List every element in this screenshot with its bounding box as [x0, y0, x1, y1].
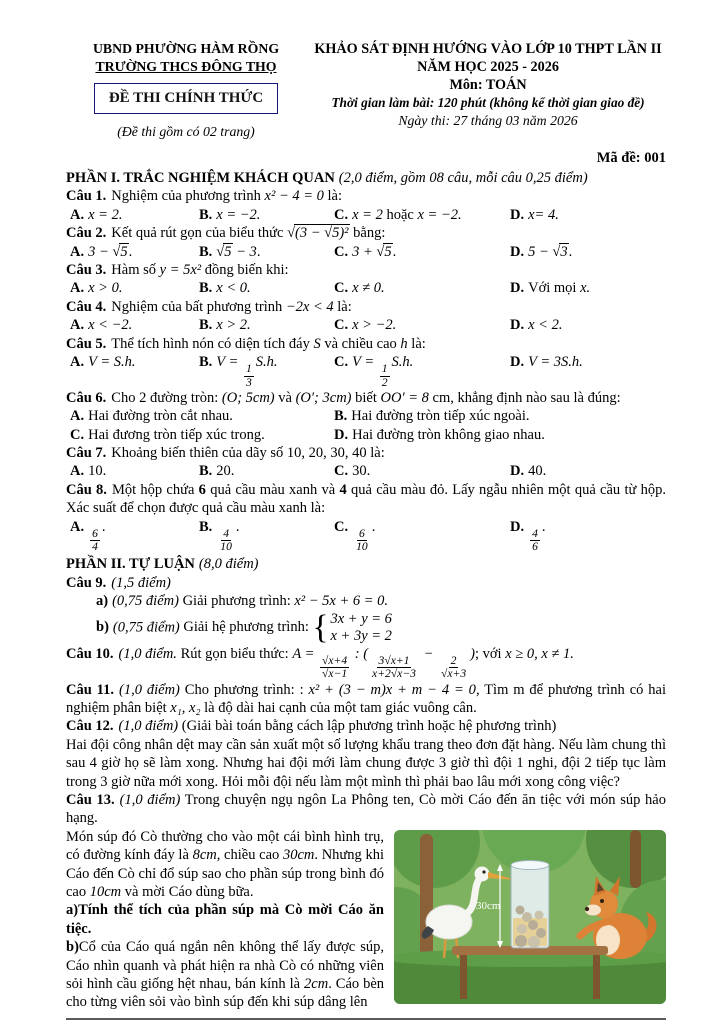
option-label: C.	[334, 317, 349, 334]
option-label: B.	[199, 206, 213, 223]
question-9	[66, 574, 666, 645]
exam-duration: Thời gian làm bài: 120 phút (không kể thời gian giao đề)	[331, 95, 645, 111]
question-6-option-b	[334, 407, 666, 425]
question-5-option-c	[334, 353, 510, 389]
question-5-option-d	[510, 353, 666, 389]
option-text: x < 2.	[528, 317, 563, 334]
part2-title	[66, 555, 666, 573]
option-label: D.	[510, 280, 525, 297]
option-text: Với mọi x.	[528, 280, 591, 297]
question-7-option-d	[510, 462, 666, 480]
option-label: A.	[70, 243, 85, 260]
question-4-number: Câu 4.	[66, 298, 107, 315]
question-3-option-b	[199, 279, 334, 297]
option-text: √5 − 3.	[216, 243, 261, 260]
question-8-number: Câu 8.	[66, 481, 107, 498]
option-text: $\frac{4}{6}$ .	[532, 518, 546, 554]
page-bottom-rule	[66, 1018, 666, 1020]
question-12-body: Hai đội công nhân dệt may cần sản xuất một số lượng khẩu trang theo đơn đặt hàng. Nếu làm chung thì sau 4 giờ họ sẽ làm xong. Nhưng hai đội mới làm chung được 3 giờ thì đội 1 nghi, đội 2 tiếp tục làm trong 3 giờ nữa mới xong. Hỏi mỗi đội nếu làm một mình thì phải bao lâu mới xong công việc?	[66, 736, 666, 790]
question-1-option-c	[334, 206, 510, 224]
question-4-text: Nghiệm của bất phương trình −2x < 4 là:	[111, 298, 352, 315]
sub-note: (0,75 điểm)	[112, 619, 180, 635]
option-label: D.	[510, 317, 525, 334]
question-6-stem	[66, 389, 666, 407]
sub-text: Giải hệ phương trình: { 3x + y = 6 x + 3y = 2	[183, 608, 392, 646]
question-3-text: Hàm số y = 5x² đồng biến khi:	[111, 262, 289, 279]
question-9a	[66, 592, 666, 610]
question-5-option-a	[70, 353, 199, 389]
question-3-option-c	[334, 279, 510, 297]
option-label: B.	[199, 463, 213, 480]
question-8	[66, 481, 666, 554]
option-label: C.	[334, 280, 349, 297]
question-7-stem	[66, 444, 666, 462]
option-label: A.	[70, 518, 85, 535]
question-9-note: (1,5 điểm)	[111, 574, 171, 591]
question-5-stem	[66, 335, 666, 353]
question-4	[66, 298, 666, 335]
option-text: V = $\frac{1}{3}$ S.h.	[216, 354, 278, 389]
option-text: x < −2.	[88, 317, 133, 334]
question-8-stem	[66, 481, 666, 518]
option-text: x < 0.	[216, 280, 251, 297]
option-text: $\frac{6}{10}$ .	[356, 518, 376, 554]
question-9-number: Câu 9.	[66, 574, 107, 591]
option-text: $\frac{4}{10}$ .	[220, 518, 240, 554]
header-right	[310, 40, 666, 141]
part2-title-note: (8,0 điểm)	[198, 556, 259, 573]
option-text: 3 − √5.	[88, 243, 133, 260]
option-text: V = 3S.h.	[528, 354, 583, 371]
question-2-option-d	[510, 243, 666, 261]
question-11	[66, 681, 666, 718]
option-text: 10.	[88, 463, 107, 480]
question-1	[66, 187, 666, 224]
option-label: B.	[199, 354, 213, 371]
question-7-options	[66, 462, 666, 480]
option-label: A.	[70, 280, 85, 297]
question-10	[66, 645, 666, 681]
sub-label: a)	[96, 593, 109, 610]
question-4-option-b	[199, 316, 334, 334]
option-label: A.	[70, 317, 85, 334]
option-text: Hai đương tròn tiếp xúc trong.	[88, 426, 265, 443]
question-6-option-c	[70, 426, 334, 444]
question-13-number: Câu 13.	[66, 791, 115, 808]
sub-label: b)	[66, 939, 79, 956]
soup-jar	[511, 860, 549, 948]
question-7-text: Khoảng biến thiên của dãy số 10, 20, 30, 40 là:	[111, 445, 385, 461]
question-3-stem	[66, 261, 666, 279]
question-7	[66, 444, 666, 481]
part1-title	[66, 169, 666, 187]
option-label: C.	[334, 243, 349, 260]
option-text: Hai đường tròn tiếp xúc ngoài.	[351, 408, 530, 425]
option-label: D.	[510, 463, 525, 480]
sub-label: b)	[96, 619, 109, 635]
question-2-option-a	[70, 243, 199, 261]
option-label: B.	[334, 408, 348, 425]
option-label: A.	[70, 463, 85, 480]
question-5-text: Thể tích hình nón có diện tích đáy S và chiều cao h là:	[111, 335, 426, 352]
question-6	[66, 389, 666, 444]
org-name: UBND PHƯỜNG HÀM RỒNG	[92, 41, 280, 56]
question-11-stem	[66, 681, 666, 718]
question-3	[66, 261, 666, 298]
question-1-option-b	[199, 206, 334, 224]
option-label: A.	[70, 408, 85, 425]
question-5-number: Câu 5.	[66, 335, 107, 352]
question-11-text: (1,0 điểm) Cho phương trình: : x² + (3 − m)x + m − 4 = 0, Tìm m để phương trình có hai nghiệm phân biệt x₁, x₂ là độ dài hai cạnh của một tam giác vuông cân.	[66, 681, 666, 716]
question-7-option-b	[199, 462, 334, 480]
question-13-head: (1,0 điểm) Trong chuyện ngụ ngôn La Phông ten, Cò mời Cáo đến ăn tiệc với món súp hảo hạng.	[66, 791, 666, 827]
question-6-number: Câu 6.	[66, 389, 107, 406]
option-label: C.	[334, 354, 349, 371]
option-text: 40.	[528, 463, 547, 480]
option-text: Hai đường tròn không giao nhau.	[352, 426, 545, 443]
question-5-options	[66, 353, 666, 389]
question-13	[66, 791, 666, 1012]
exam-header	[66, 40, 666, 141]
question-4-option-d	[510, 316, 666, 334]
question-6-options	[66, 407, 666, 444]
question-3-option-a	[70, 279, 199, 297]
option-text: $\frac{6}{4}$ .	[92, 518, 106, 554]
option-label: A.	[70, 354, 85, 371]
question-8-options	[66, 518, 666, 554]
question-12	[66, 717, 666, 791]
option-text: V = S.h.	[88, 354, 136, 371]
question-1-number: Câu 1.	[66, 188, 107, 205]
option-text: 5 − √3.	[528, 243, 573, 260]
sub-text: Tính thể tích của phần súp mà Cò mời Cáo ăn tiệc.	[66, 902, 384, 937]
question-4-option-a	[70, 316, 199, 334]
school-year: NĂM HỌC 2025 - 2026	[417, 59, 559, 76]
sub-label: a)	[66, 902, 79, 919]
option-text: 30.	[352, 463, 371, 480]
question-4-stem	[66, 298, 666, 316]
option-label: B.	[199, 317, 213, 334]
option-text: x > 0.	[88, 280, 123, 297]
option-text: V = $\frac{1}{2}$ S.h.	[352, 354, 414, 389]
question-10-number: Câu 10.	[66, 645, 114, 662]
option-label: D.	[334, 426, 349, 443]
option-label: B.	[199, 518, 213, 535]
option-text: x = 2 hoặc x = −2.	[352, 206, 462, 223]
stork-and-fox-scene	[394, 830, 666, 1004]
question-13-stem	[66, 791, 666, 828]
question-8-option-b	[199, 518, 334, 554]
question-6-text: Cho 2 đường tròn: (O; 5cm) và (O′; 3cm) biết OO′ = 8 cm, khẳng định nào sau là đúng:	[111, 389, 621, 406]
question-5-option-b	[199, 353, 334, 389]
header-left	[66, 40, 306, 141]
question-7-number: Câu 7.	[66, 445, 107, 461]
option-label: C.	[334, 463, 349, 480]
question-8-text: Một hộp chứa 6 quả cầu màu xanh và 4 quả cầu màu đỏ. Lấy ngẫu nhiên một quả cầu từ hộp. Xác suất để chọn được quả cầu màu xanh là:	[66, 481, 666, 517]
sub-text: Cổ của Cáo quá ngắn nên không thể lấy được súp, Cáo nhìn quanh và phát hiện ra nhà Cò có những viên sỏi hình cầu giống hệt nhau, bán kính là 2cm. Cáo bèn cho từng viên sỏi vào bình súp đến khi súp dâng lên	[66, 939, 385, 1011]
question-12-number: Câu 12.	[66, 718, 114, 735]
question-1-option-a	[70, 206, 199, 224]
question-4-option-c	[334, 316, 510, 334]
question-2-option-b	[199, 243, 334, 261]
question-4-options	[66, 316, 666, 334]
question-13-body: Món súp đó Cò thường cho vào một cái bình hình trụ, có đường kính đáy là 8cm, chiều cao 30cm. Nhưng khi Cáo đến Cò chỉ đổ súp sao cho phần súp trong bình đó cao 10cm và mời Cáo dùng bữa.	[66, 828, 384, 900]
option-label: D.	[510, 243, 525, 260]
option-label: B.	[199, 280, 213, 297]
option-text: 3 + √5.	[352, 243, 397, 260]
question-1-option-d	[510, 206, 666, 224]
question-2-text: Kết quả rút gọn của biểu thức √(3 − √5)² bằng:	[111, 225, 386, 242]
option-label: D.	[510, 206, 525, 223]
exam-title-line1: KHẢO SÁT ĐỊNH HƯỚNG VÀO LỚP 10 THPT LẦN II	[314, 41, 662, 57]
part1-title-text: PHẦN I. TRẮC NGHIỆM KHÁCH QUAN	[66, 170, 335, 186]
question-2-options	[66, 243, 666, 261]
fable-illustration	[394, 830, 666, 1004]
question-1-text: Nghiệm của phương trình x² − 4 = 0 là:	[111, 188, 343, 205]
part1-title-note: (2,0 điểm, gồm 08 câu, mỗi câu 0,25 điểm)	[338, 170, 588, 186]
option-text: x ≠ 0.	[352, 280, 385, 297]
question-7-option-a	[70, 462, 199, 480]
question-2-number: Câu 2.	[66, 225, 107, 242]
question-5	[66, 335, 666, 389]
option-label: A.	[70, 206, 85, 223]
option-text: x = −2.	[216, 206, 261, 223]
question-12-head: (1,0 điểm) (Giải bài toán bằng cách lập phương trình hoặc hệ phương trình)	[118, 718, 557, 735]
option-text: x > −2.	[352, 317, 397, 334]
question-2-option-c	[334, 243, 510, 261]
question-2	[66, 224, 666, 261]
option-text: x > 2.	[216, 317, 251, 334]
question-8-option-a	[70, 518, 199, 554]
option-label: B.	[199, 243, 213, 260]
sub-note: (0,75 điểm)	[112, 593, 179, 610]
question-11-number: Câu 11.	[66, 681, 115, 698]
option-text: 20.	[216, 463, 235, 480]
question-1-stem	[66, 187, 666, 205]
option-label: C.	[70, 426, 85, 443]
question-10-stem	[66, 645, 666, 681]
question-3-number: Câu 3.	[66, 262, 107, 279]
jar-height-label: 30cm	[476, 899, 501, 912]
exam-code: Mã đề: 001	[596, 149, 666, 166]
option-label: D.	[510, 354, 525, 371]
option-label: C.	[334, 206, 349, 223]
question-9b	[66, 608, 666, 646]
question-9-stem	[66, 574, 666, 592]
exam-date: Ngày thi: 27 tháng 03 năm 2026	[398, 112, 578, 128]
option-text: x= 4.	[528, 206, 559, 223]
question-12-stem	[66, 717, 666, 735]
school-name: TRƯỜNG THCS ĐÔNG THỌ	[95, 58, 277, 74]
question-1-options	[66, 206, 666, 224]
official-exam-box: ĐỀ THI CHÍNH THỨC	[94, 83, 278, 114]
question-8-option-d	[510, 518, 666, 554]
option-label: D.	[510, 518, 525, 535]
question-6-option-d	[334, 426, 666, 444]
part2-title-text: PHẦN II. TỰ LUẬN	[66, 556, 195, 573]
subject-name: Môn: TOÁN	[449, 77, 527, 94]
sub-text: Giải phương trình: x² − 5x + 6 = 0.	[182, 593, 389, 610]
question-10-text: (1,0 điểm. Rút gọn biểu thức: A = $\frac{√x+4}{√x-1}$ : ( $\frac{3√x+1}{x+2√x-3}$ − $\frac{2}{√x+3}$ ); với x ≥ 0, x ≠ 1.	[118, 645, 574, 681]
option-label: C.	[334, 518, 349, 535]
option-text: Hai đường tròn cắt nhau.	[88, 408, 233, 425]
question-8-option-c	[334, 518, 510, 554]
question-3-option-d	[510, 279, 666, 297]
pages-note: (Đề thi gồm có 02 trang)	[117, 124, 255, 140]
question-7-option-c	[334, 462, 510, 480]
question-3-options	[66, 279, 666, 297]
option-text: x = 2.	[88, 206, 123, 223]
question-2-stem	[66, 224, 666, 242]
question-6-option-a	[70, 407, 334, 425]
